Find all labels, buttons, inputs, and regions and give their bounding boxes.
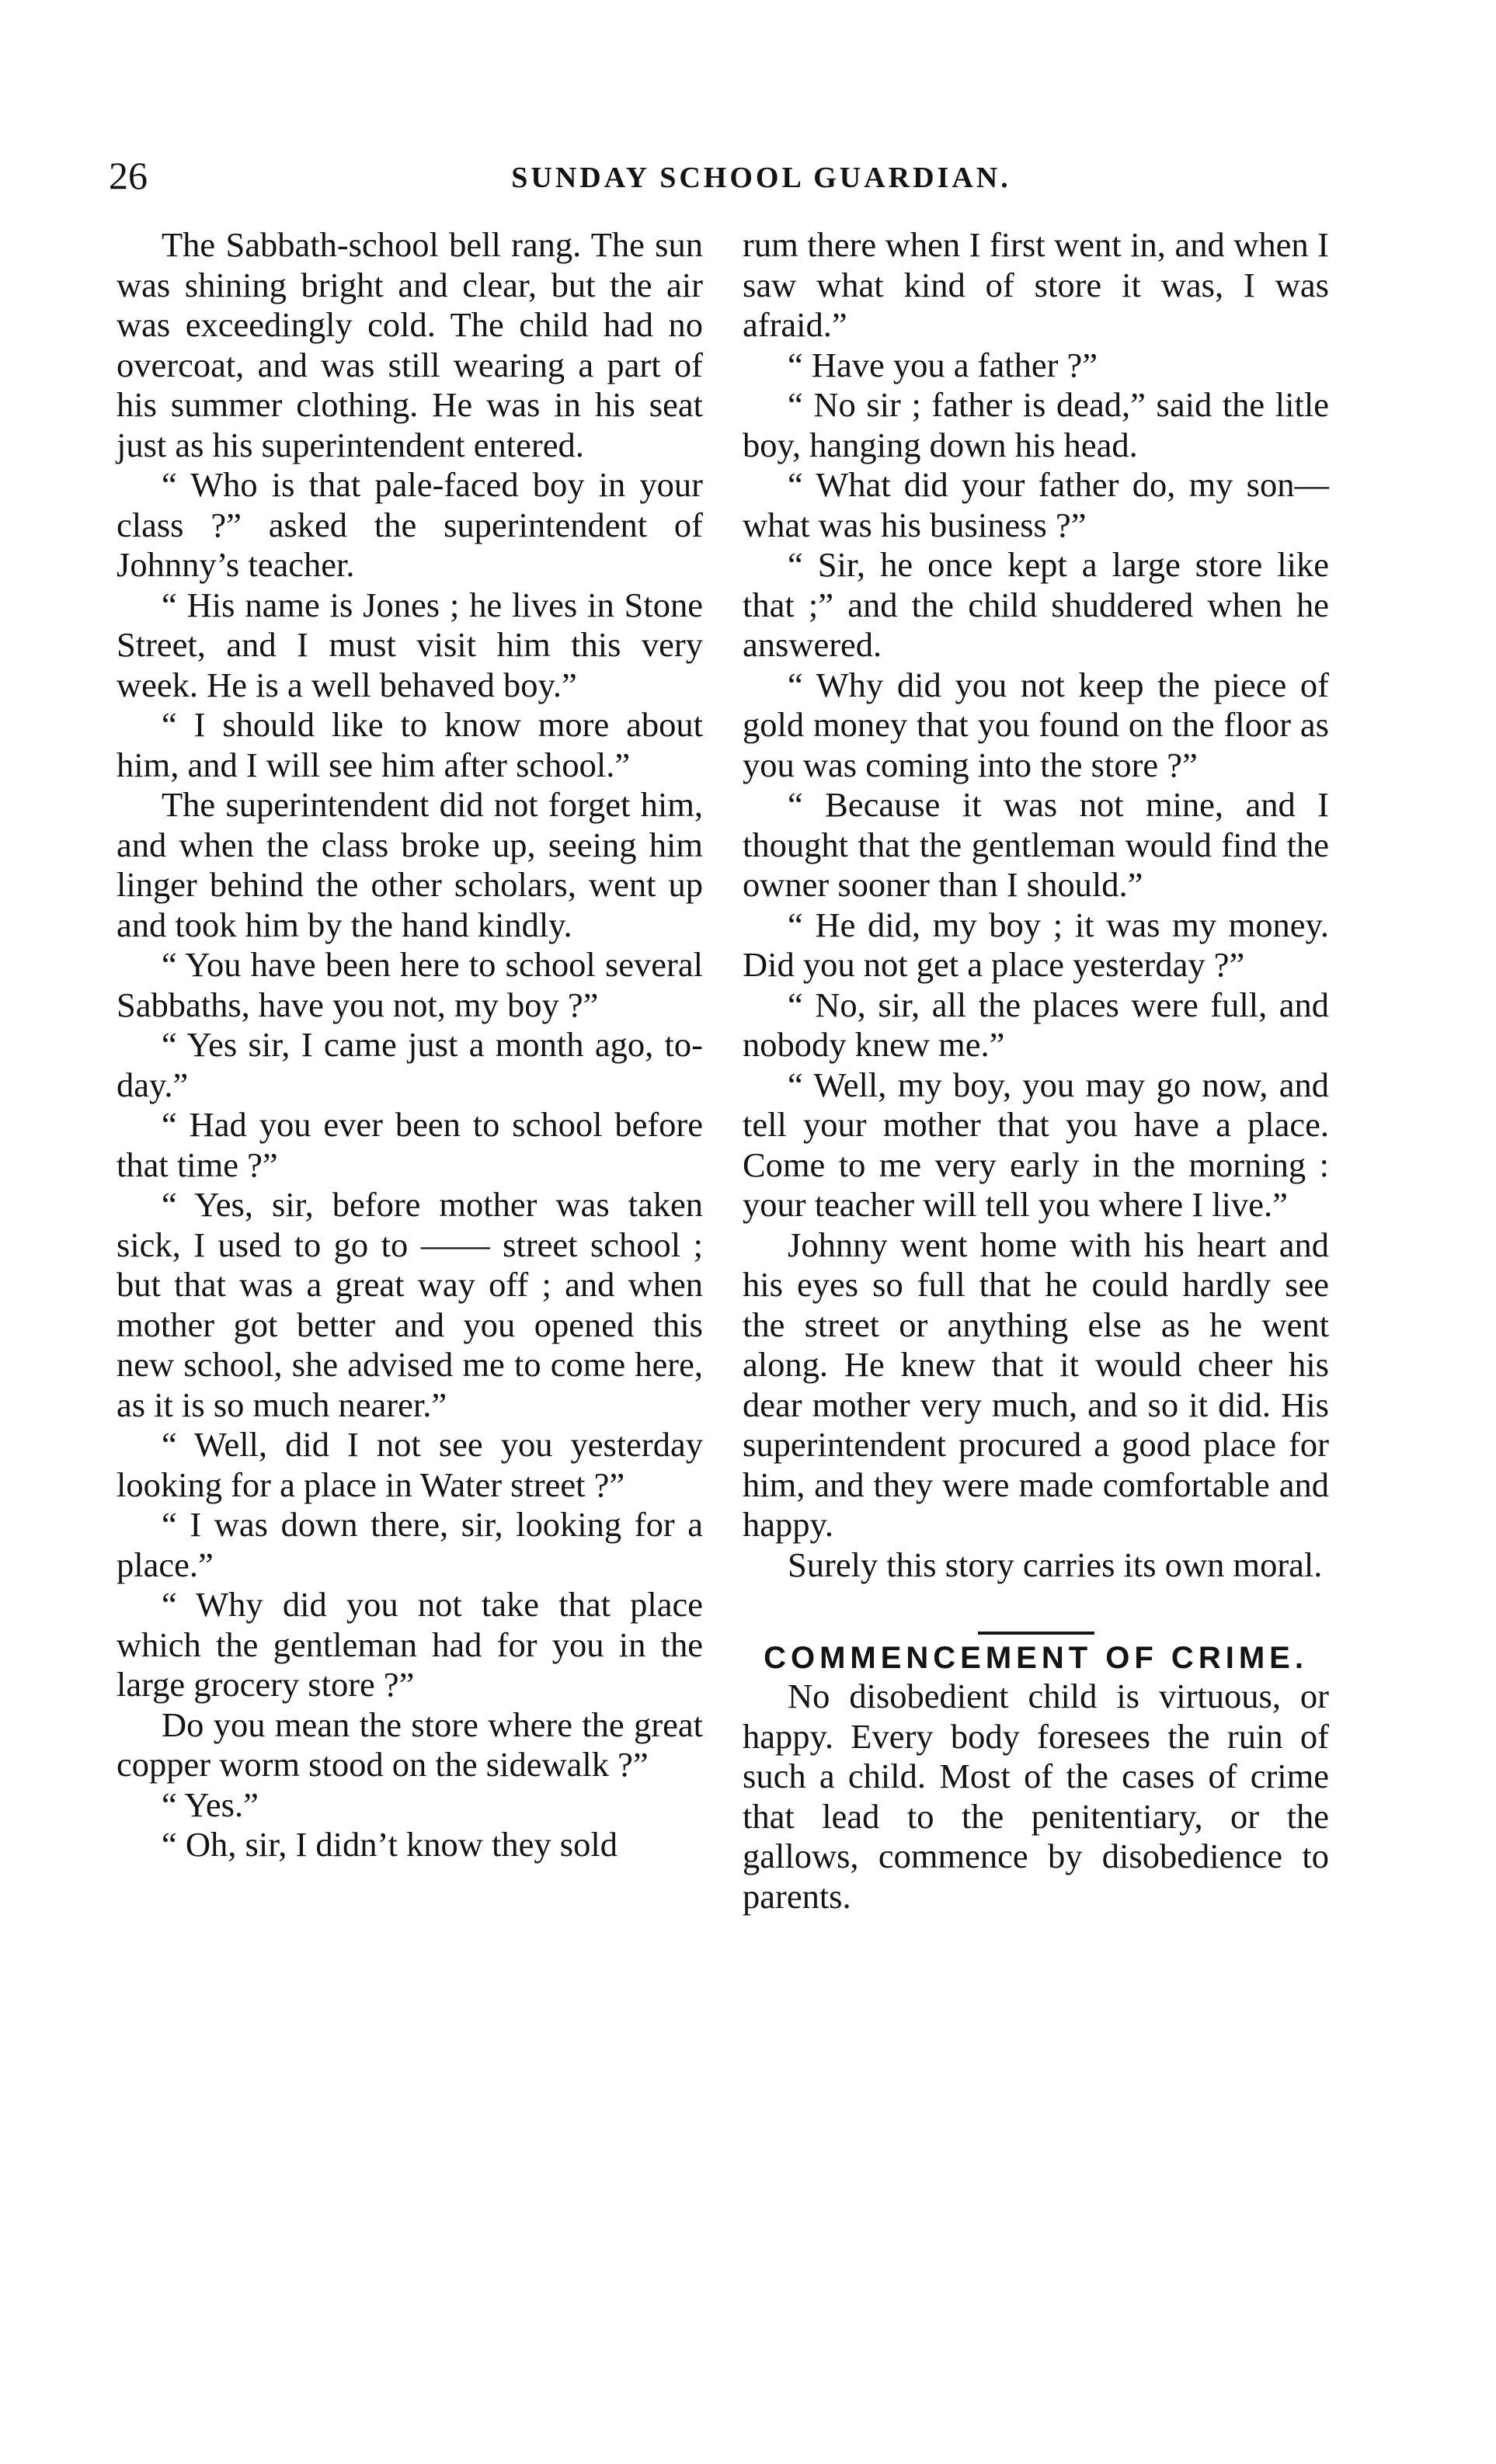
paragraph: “ Well, did I not see you yesterday looking for a place in Water street ?” [117, 1425, 703, 1504]
paragraph: “ Why did you not keep the piece of gold money that you found on the floor as you was coming into the store ?” [743, 665, 1329, 784]
paragraph: “ Have you a father ?” [788, 345, 1098, 384]
section-heading: COMMENCEMENT OF CRIME. [764, 1641, 1308, 1675]
page-number: 26 [109, 154, 148, 197]
paragraph: “ His name is Jones ; he lives in Stone Street, and I must visit him this very week. He is a well behaved boy.” [117, 585, 703, 704]
paragraph: Surely this story carries its own moral. [788, 1545, 1323, 1584]
paragraph: “ I should like to know more about him, and I will see him after school.” [117, 705, 703, 784]
section-divider [978, 1632, 1094, 1635]
paragraph: “ Well, my boy, you may go now, and tell your mother that you have a place. Come to me very early in the morning : your teacher will tell you where I live.” [743, 1065, 1329, 1224]
paragraph: Do you mean the store where the great copper worm stood on the sidewalk ?” [117, 1705, 703, 1784]
paragraph: “ Oh, sir, I didn’t know they sold [162, 1825, 618, 1864]
paragraph: “ Yes.” [162, 1785, 259, 1824]
paragraph: “ Yes, sir, before mother was taken sick, I used to go to —— street school ; but that was a great way off ; and when mother got better and you opened this new school, she advised me to come here, as it is so much nearer.” [117, 1185, 703, 1424]
paragraph: “ No sir ; father is dead,” said the litle boy, hanging down his head. [743, 385, 1329, 464]
running-title: SUNDAY SCHOOL GUARDIAN. [511, 162, 1011, 194]
paragraph: “ Who is that pale-faced boy in your class ?” asked the superintendent of Johnny’s teacher. [117, 465, 703, 584]
paragraph: “ Had you ever been to school before that time ?” [117, 1105, 703, 1184]
right-column [743, 225, 1329, 1917]
paragraph: Johnny went home with his heart and his eyes so full that he could hardly see the street or anything else as he went along. He knew that it would cheer his dear mother very much, and so it did. His superintendent procured a good place for him, and they were made comfortable and happy. [743, 1225, 1329, 1544]
paragraph: The superintendent did not forget him, and when the class broke up, seeing him linger behind the other scholars, went up and took him by the hand kindly. [117, 785, 703, 944]
paragraph: “ Sir, he once kept a large store like that ;” and the child shuddered when he answered. [743, 545, 1329, 664]
paragraph-continued: rum there when I first went in, and when I saw what kind of store it was, I was afraid.” [743, 225, 1329, 344]
paragraph: “ Because it was not mine, and I thought that the gentleman would find the owner sooner than I should.” [743, 785, 1329, 904]
paragraph: The Sabbath-school bell rang. The sun was shining bright and clear, but the air was exceedingly cold. The child had no overcoat, and was still wearing a part of his summer clothing. He was in his seat just as his superintendent entered. [117, 225, 703, 464]
left-column [117, 225, 703, 1865]
paragraph: “ Yes sir, I came just a month ago, to-day.” [117, 1025, 703, 1104]
paragraph: “ You have been here to school several Sabbaths, have you not, my boy ?” [117, 945, 703, 1024]
paragraph: No disobedient child is virtuous, or happy. Every body foresees the ruin of such a child. Most of the cases of crime that lead to the penitentiary, or the gallows, commence by disobedience to parents. [743, 1677, 1329, 1916]
paragraph: “ Why did you not take that place which the gentleman had for you in the large grocery store ?” [117, 1585, 703, 1704]
paragraph: “ No, sir, all the places were full, and nobody knew me.” [743, 985, 1329, 1064]
paragraph: “ What did your father do, my son—what was his business ?” [743, 465, 1329, 544]
paragraph: “ I was down there, sir, looking for a place.” [117, 1505, 703, 1584]
paragraph: “ He did, my boy ; it was my money. Did you not get a place yesterday ?” [743, 905, 1329, 984]
